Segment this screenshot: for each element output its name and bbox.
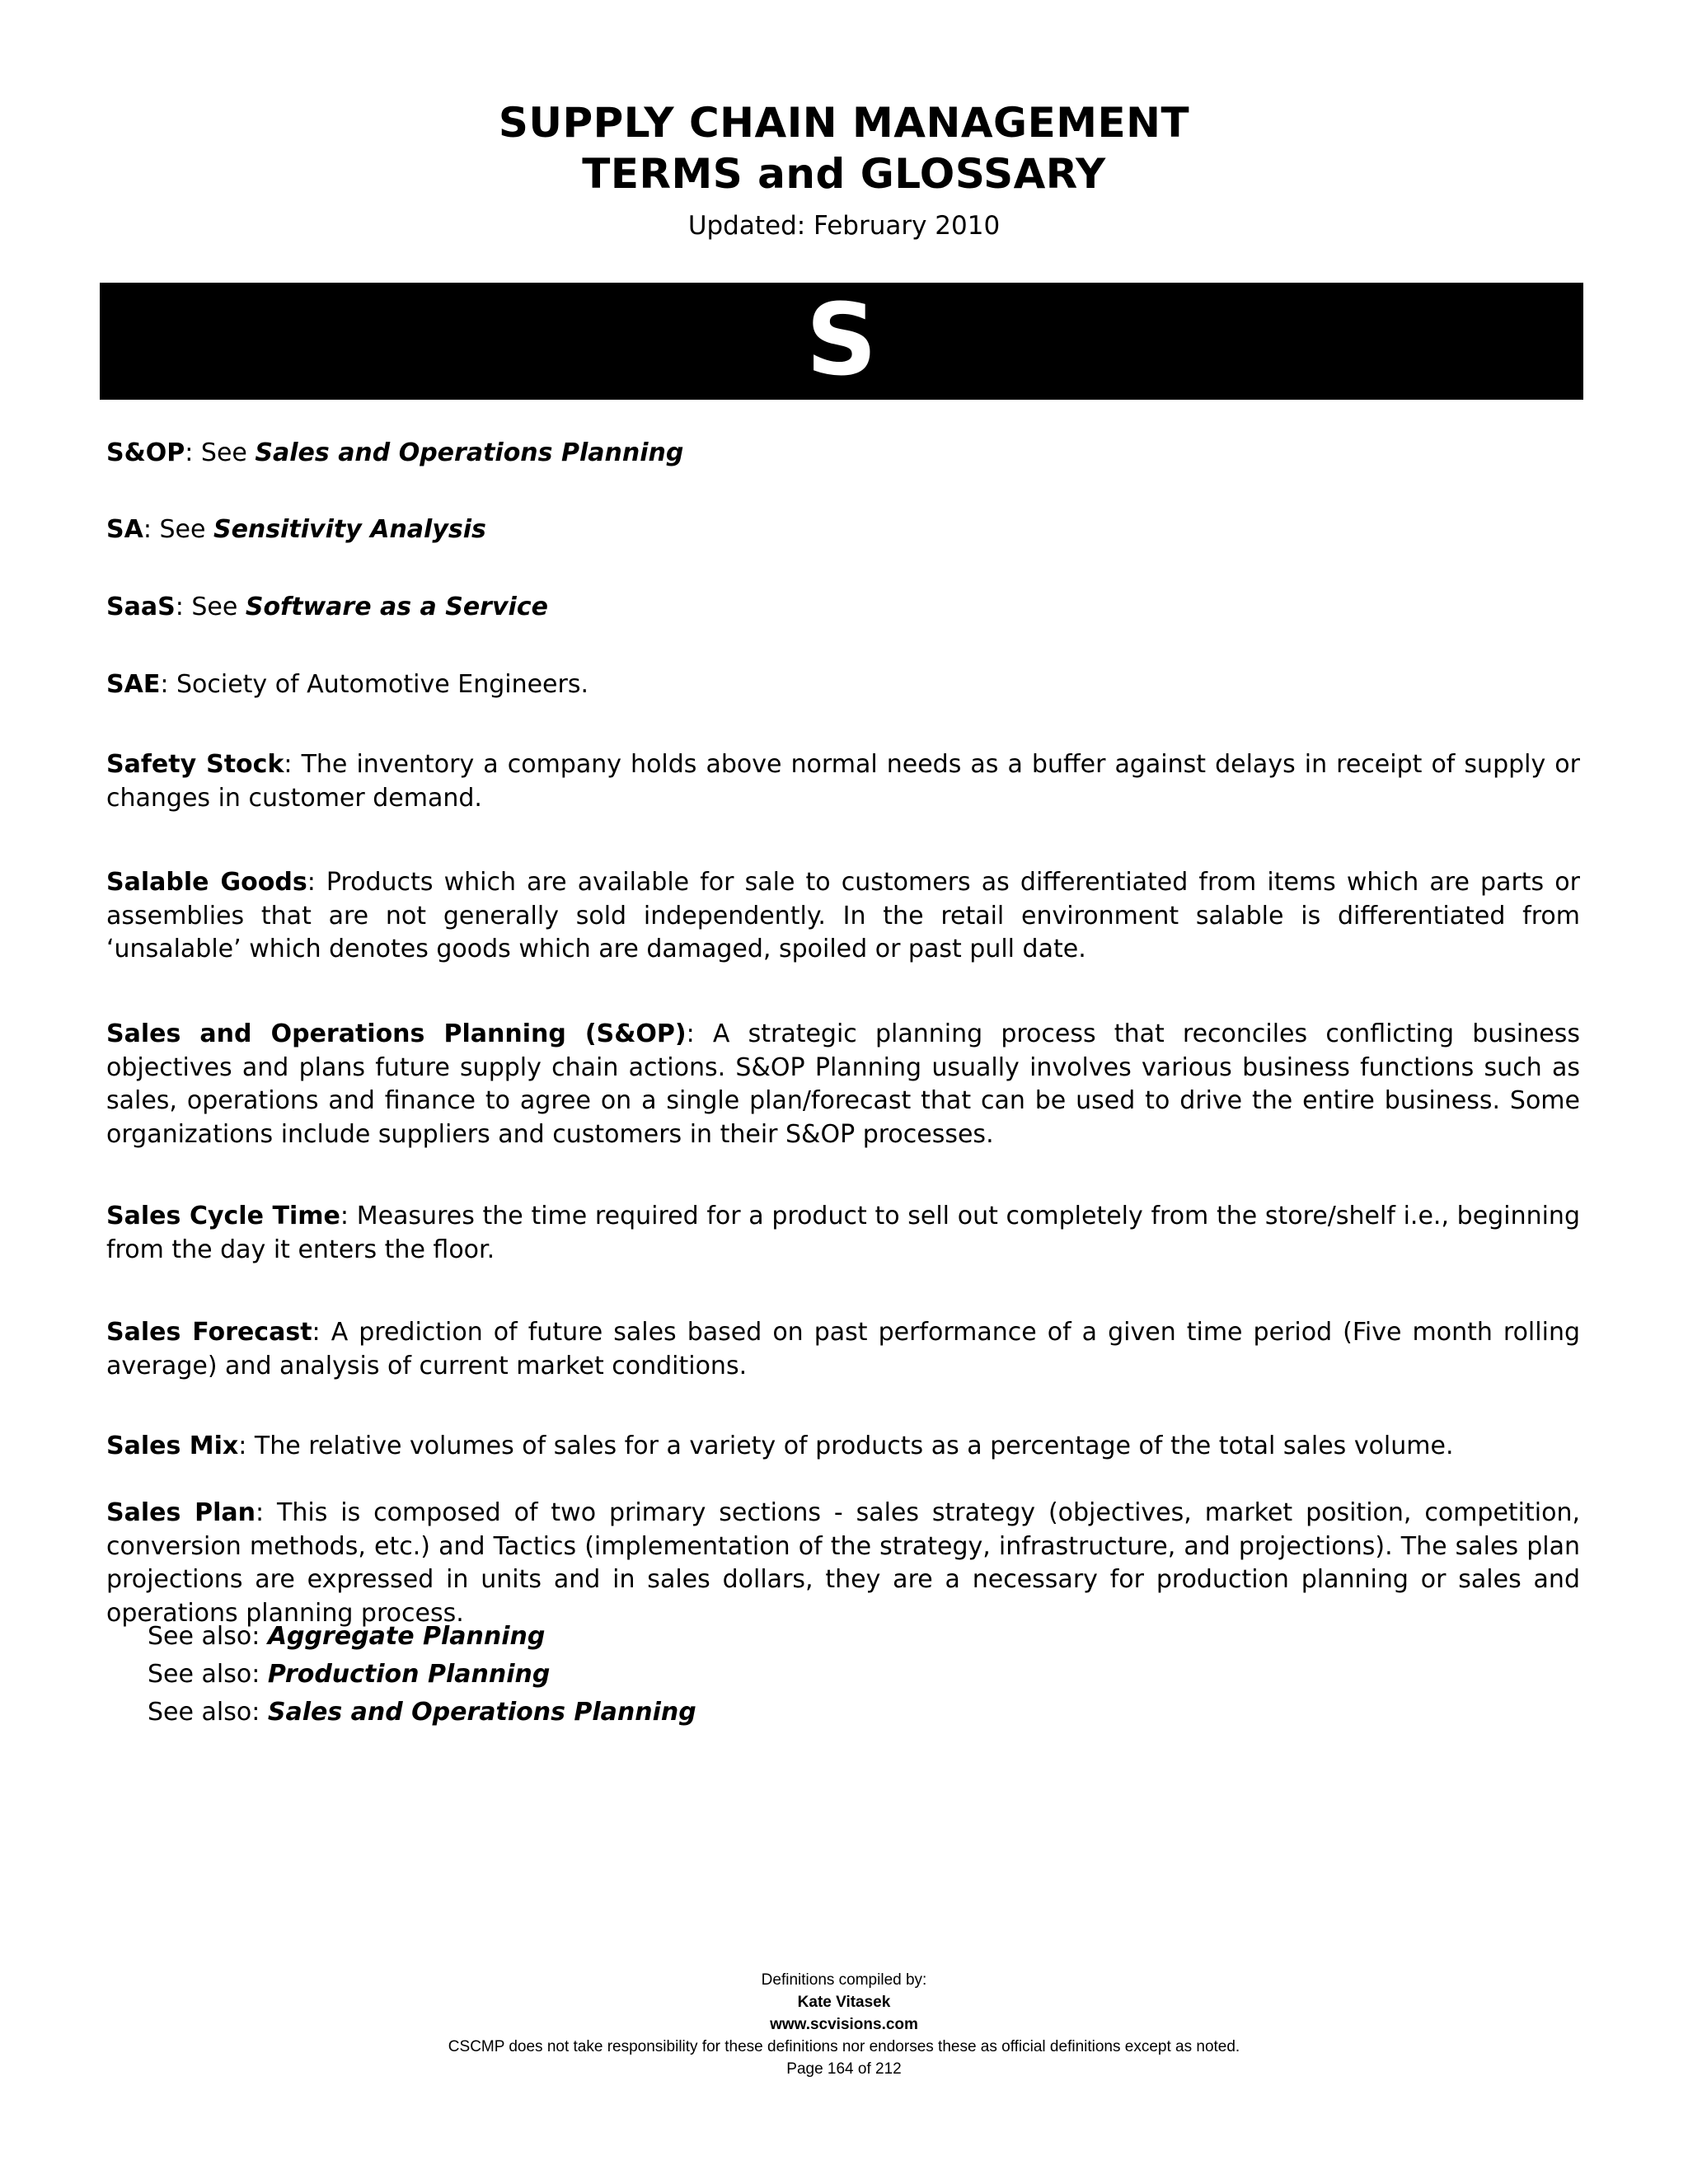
definition: : A strategic planning process that reconciles conflicting business objectives and plans future supply chain actions. S&OP Planning usually involves various business functions such as sales, operations and finance to agree on a single plan/forecast that can be used to drive the entire business. Some organizations include suppliers and customers in their S&OP processes. xyxy=(106,1019,1581,1149)
glossary-entry-sales-cycle-time xyxy=(106,1200,1580,1267)
page-header xyxy=(0,97,1688,242)
glossary-entry-salable-goods xyxy=(106,866,1580,967)
term: SaaS xyxy=(106,593,176,621)
glossary-entry-sop xyxy=(106,437,1580,471)
glossary-entry-sa xyxy=(106,513,1580,547)
see-also-label: See also: xyxy=(148,1660,268,1689)
term: SAE xyxy=(106,670,161,699)
see-also-link[interactable]: Aggregate Planning xyxy=(267,1622,546,1651)
cross-reference-link[interactable]: Sensitivity Analysis xyxy=(213,515,486,544)
cross-reference-link[interactable]: Sales and Operations Planning xyxy=(255,438,684,467)
definition: : The relative volumes of sales for a variety of products as a percentage of the total sales volume. xyxy=(238,1432,1454,1460)
term: Sales Mix xyxy=(106,1432,239,1460)
term: S&OP xyxy=(106,438,185,467)
section-letter-banner: S xyxy=(100,283,1583,400)
page-number: Page 164 of 212 xyxy=(786,2060,902,2078)
footer-author: Kate Vitasek xyxy=(797,1994,891,2011)
title-line-2: TERMS and GLOSSARY xyxy=(582,150,1106,198)
updated-date: Updated: February 2010 xyxy=(687,211,1001,241)
see-also-link[interactable]: Sales and Operations Planning xyxy=(267,1698,696,1727)
see-text: : See xyxy=(143,515,213,544)
see-text: : See xyxy=(175,593,246,621)
term: SA xyxy=(106,515,143,544)
see-also-line xyxy=(148,1696,696,1729)
term: Sales Forecast xyxy=(106,1318,312,1347)
definition: : The inventory a company holds above normal needs as a buffer against delays in receipt of supply or changes in customer demand. xyxy=(106,750,1580,813)
see-also-label: See also: xyxy=(148,1622,268,1651)
see-also-link[interactable]: Production Planning xyxy=(267,1660,551,1689)
term: Salable Goods xyxy=(106,868,307,897)
glossary-entry-sales-forecast xyxy=(106,1316,1580,1383)
footer-website: www.scvisions.com xyxy=(770,2016,918,2033)
term: Sales Cycle Time xyxy=(106,1202,340,1230)
see-also-line xyxy=(148,1658,550,1691)
title-line-1: SUPPLY CHAIN MANAGEMENT xyxy=(498,99,1190,147)
term: Safety Stock xyxy=(106,750,284,779)
definition: : Measures the time required for a product to sell out completely from the store/shelf i.e., beginning from the day it enters the floor. xyxy=(106,1202,1580,1264)
definition: : This is composed of two primary sections - sales strategy (objectives, market position, competition, conversion methods, etc.) and Tactics (implementation of the strategy, infrastructure, and projections). The sales plan projections are expressed in units and in sales dollars, they are a necessary for production planning or sales and operations planning process. xyxy=(106,1498,1581,1628)
see-text: : See xyxy=(185,438,256,467)
see-also-label: See also: xyxy=(148,1698,268,1727)
glossary-entry-sales-mix xyxy=(106,1430,1580,1464)
page-footer xyxy=(0,1969,1688,2080)
term: Sales Plan xyxy=(106,1498,256,1527)
glossary-entry-sop-planning xyxy=(106,1018,1580,1151)
glossary-entry-sae xyxy=(106,668,1580,702)
footer-compiled-by: Definitions compiled by: xyxy=(761,1971,927,1989)
see-also-line xyxy=(148,1620,545,1653)
glossary-entry-sales-plan xyxy=(106,1497,1580,1630)
glossary-entry-safety-stock xyxy=(106,748,1580,815)
definition: : Society of Automotive Engineers. xyxy=(160,670,589,699)
definition: : Products which are available for sale to customers as differentiated from items which are parts or assemblies that are not generally sold independently. In the retail environment salable is differentiated from ‘unsalable’ which denotes goods which are damaged, spoiled or past pull date. xyxy=(106,868,1580,963)
cross-reference-link[interactable]: Software as a Service xyxy=(245,593,548,621)
glossary-entry-saas xyxy=(106,591,1580,625)
footer-disclaimer: CSCMP does not take responsibility for these definitions nor endorses these as official definitions except as noted. xyxy=(448,2038,1240,2055)
term: Sales and Operations Planning (S&OP) xyxy=(106,1019,687,1048)
definition: : A prediction of future sales based on past performance of a given time period (Five month rolling average) and analysis of current market conditions. xyxy=(106,1318,1580,1380)
